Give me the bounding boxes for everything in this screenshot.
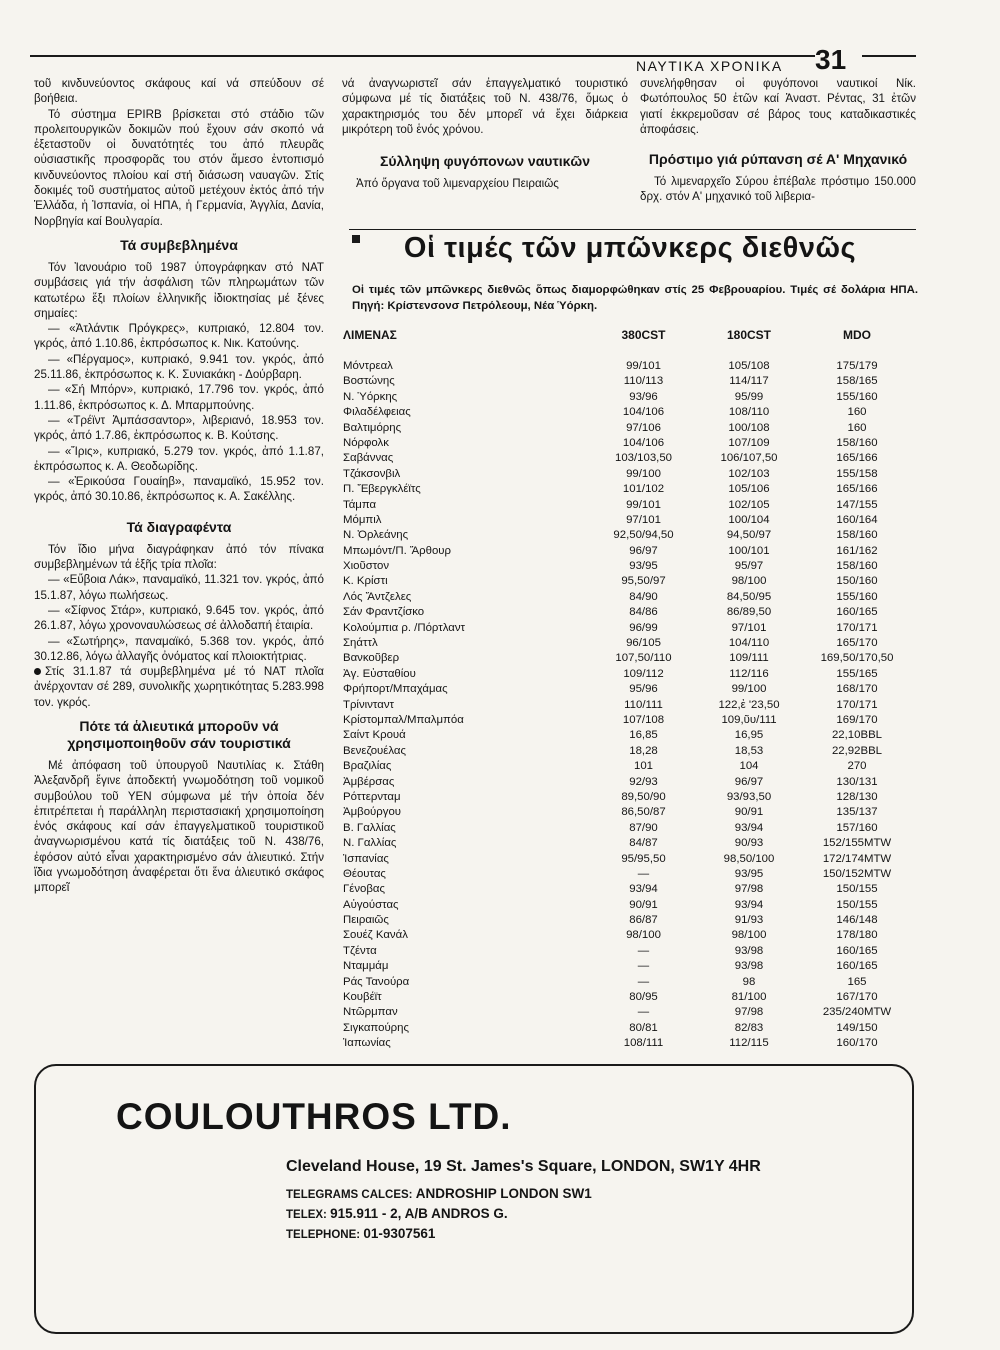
column-header-port: ΛΙΜΕΝΑΣ <box>343 328 397 342</box>
table-row <box>340 359 920 374</box>
port-name: Φιλαδέλφειας <box>343 406 411 419</box>
telex-label: TELEX: <box>286 1209 327 1221</box>
price-mdo: 168/170 <box>836 683 878 696</box>
price-380cst: 109/112 <box>623 667 664 680</box>
table-row <box>340 421 920 436</box>
port-name: Ν. Ὀρλεάνης <box>343 529 409 542</box>
port-name: Βενεζουέλας <box>343 744 406 757</box>
price-180cst: 97/101 <box>731 621 767 634</box>
price-380cst: 96/105 <box>626 637 661 650</box>
price-180cst: 84,50/95 <box>726 590 772 603</box>
price-380cst: 97/106 <box>626 421 661 434</box>
port-name: Φρήπορτ/Μπαχάμας <box>343 683 448 696</box>
port-name: Τζάκσονβιλ <box>343 467 401 480</box>
price-380cst: — <box>637 944 650 957</box>
table-row <box>340 790 920 805</box>
article-paragraph: Τό σύστημα EPIRB βρίσκεται στό στάδιο τῶν προλειτουργικῶν δοκιμῶν πού ἔχουν σάν σκοπό νά ἐξεταστοῦν οἱ δυνατότητές του ἀπό πλευρᾶς οὐσιαστικῆς προσφορᾶς του στόν ἄμεσο ἐντοπισμό κινδυνεύοντος πλοίου καί στή διάσωση ναυαγῶν. Στίς δοκιμές τοῦ συστήματος αὐτοῦ μετέχουν ἐκτός ἀπό τήν Ἑλλάδα, ἡ Ἰσπανία, οἱ ΗΠΑ, ἡ Γερμανία, Ἀγγλία, Δανία, Νορβηγία καί Βουλγαρία. <box>34 107 324 228</box>
table-row <box>340 852 920 867</box>
article-paragraph: — «Πέργαμος», κυπριακό, 9.941 τον. γκρός, ἀπό 25.11.86, ἐκπρόσωπος κ. Κ. Συνιακάκη - Δούρβαρη. <box>34 352 324 382</box>
table-row <box>340 651 920 666</box>
table-row <box>340 513 920 528</box>
price-180cst: 102/103 <box>728 467 770 480</box>
price-380cst: — <box>637 867 650 880</box>
price-180cst: 100/101 <box>728 544 770 557</box>
page-number: 31 <box>815 44 847 75</box>
price-180cst: 81/100 <box>731 991 767 1004</box>
price-mdo: 158/160 <box>836 436 878 449</box>
port-name: Σηάττλ <box>343 637 378 650</box>
port-name: Τάμπα <box>343 498 377 511</box>
port-name: Π. Ἔβεργκλέϊτς <box>343 483 421 496</box>
port-name: Κολούμπια ρ. /Πόρτλαντ <box>343 621 466 634</box>
price-mdo: 170/171 <box>836 698 878 711</box>
table-row <box>340 1021 920 1036</box>
price-mdo: 158/160 <box>836 529 878 542</box>
advertisement-box <box>34 1064 914 1334</box>
price-380cst: 99/100 <box>626 467 661 480</box>
article-paragraph: — «Ἴρις», κυπριακό, 5.279 τον. γκρός, ἀπό 1.1.87, ἐκπρόσωπος κ. Α. Θεοδωρίδης. <box>34 444 324 473</box>
price-mdo: 165/170 <box>836 637 878 650</box>
port-name: Τρίνινταντ <box>343 698 395 711</box>
port-name: Βαλτιμόρης <box>343 421 402 434</box>
article-paragraph: Ἀπό ὄργανα τοῦ λιμεναρχείου Πειραιῶς <box>356 177 559 191</box>
price-180cst: 97/98 <box>734 883 764 896</box>
port-name: Σουέζ Κανάλ <box>343 929 408 942</box>
price-mdo: 135/137 <box>836 806 878 819</box>
section-heading: Τά διαγραφέντα <box>126 518 232 535</box>
port-name: Ἁγ. Εὐσταθίου <box>343 667 416 680</box>
price-180cst: 86/89,50 <box>726 606 772 619</box>
table-row <box>340 544 920 559</box>
article-column-2 <box>342 76 628 191</box>
price-mdo: 155/160 <box>836 590 878 603</box>
price-380cst: 99/101 <box>626 498 661 511</box>
price-180cst: 102/105 <box>728 498 770 511</box>
price-mdo: 150/155 <box>836 898 878 911</box>
article-paragraph: νά ἀναγνωριστεῖ σάν ἐπαγγελματικό τουριστικό σύμφωνα μέ τίς διατάξεις τοῦ Ν. 438/76, ὅμως ὁ χαρακτηρισμός του δέν μπορεῖ νά ἔχει διάρκεια μικρότερη τοῦ ἑνός χρόνου. <box>342 77 628 136</box>
price-380cst: 95/95,50 <box>621 852 666 865</box>
port-name: Ἀμβούργου <box>343 806 402 819</box>
article-paragraph: — «Τρέϊντ Ἀμπάσσαντορ», λιβεριανό, 18.953 τον. γκρός, ἀπό 1.7.86, ἐκπρόσωπος κ. Β. Κούτσης. <box>34 413 324 443</box>
price-380cst: 84/86 <box>629 606 658 619</box>
table-row <box>340 867 920 882</box>
port-name: Σιγκαπούρης <box>343 1021 409 1034</box>
port-name: Κουβέϊτ <box>343 991 382 1004</box>
price-mdo: 158/165 <box>836 375 878 388</box>
price-380cst: 90/91 <box>629 898 658 911</box>
price-380cst: 87/90 <box>629 821 658 834</box>
article-paragraph <box>34 664 324 710</box>
price-180cst: 97/98 <box>734 1006 764 1019</box>
price-180cst: 109/111 <box>729 652 769 665</box>
price-mdo: 160/164 <box>836 513 878 526</box>
port-name: Κ. Κρίστι <box>343 575 388 588</box>
port-name: Ντῶρμπαν <box>343 1006 398 1019</box>
advertiser-address: Cleveland House, 19 St. James's Square, LONDON, SW1Y 4HR <box>286 1158 761 1175</box>
table-row <box>340 667 920 682</box>
telex-value: 915.911 - 2, A/B ANDROS G. <box>330 1206 508 1221</box>
price-mdo: 22,92BBL <box>831 744 883 757</box>
bullet-text: Στίς 31.1.87 τά συμβεβλημένα μέ τό ΝΑΤ πλοῖα ἀνέρχονταν σέ 289, συνολικῆς χωρητικότητας 5.283.998 τον. γκρός. <box>34 665 324 709</box>
bunker-price-table <box>340 326 920 1052</box>
price-180cst: 105/108 <box>728 360 770 372</box>
price-mdo: 270 <box>847 760 867 773</box>
price-380cst: 96/97 <box>629 544 658 557</box>
port-name: Πειραιῶς <box>343 914 389 927</box>
price-380cst: 107/108 <box>622 713 665 726</box>
price-380cst: 18,28 <box>629 744 658 757</box>
price-180cst: 16,95 <box>734 729 764 742</box>
price-180cst: 112/116 <box>729 667 769 680</box>
port-name: Θέουτας <box>343 867 386 880</box>
table-row <box>340 882 920 897</box>
price-mdo: 128/130 <box>836 790 878 803</box>
port-name: Σαίντ Κρουά <box>343 729 406 742</box>
article-paragraph: Μέ ἀπόφαση τοῦ ὑπουργοῦ Ναυτιλίας κ. Στάθη Ἀλεξανδρῆ ἔγινε ἀποδεκτή γνωμοδότηση τοῦ νομικοῦ συμβούλου τοῦ ΥΕΝ σύμφωνα μέ τήν ὁποία δέν ἐπιτρέπεται ἡ παράλληλη περιστασιακή χρησιμοποίηση ἑνός σκάφους καί σάν ἐπαγγελματικοῦ τουριστικοῦ ἀναγνωρισμένου κατά τίς διατάξεις τοῦ Ν. 438/76, ἐφόσον αὐτό εἶναι χαρακτηρισμένο σάν ἁλιευτικό. Στήν ἴδια γνωμοδότηση ἀναφέρεται ὅτι ἕνα ἁλιευτικό σκάφος μπορεῖ <box>34 758 324 895</box>
article-paragraph: — «Σωτήρης», παναμαϊκό, 5.368 τον. γκρός, ἀπό 30.12.86, λόγω ἀλλαγῆς ὀνόματος καί πλοιοκτήτριας. <box>34 634 324 663</box>
price-mdo: 175/179 <box>836 360 878 372</box>
port-name: Βανκοῦβερ <box>343 652 400 665</box>
table-row <box>340 528 920 543</box>
table-row <box>340 805 920 820</box>
price-180cst: 18,53 <box>734 744 764 757</box>
telegrams-line <box>286 1186 592 1201</box>
price-180cst: 98,50/100 <box>723 852 775 865</box>
article-paragraph: — «Ἀτλάντικ Πρόγκρες», κυπριακό, 12.804 τον. γκρός, ἀπό 1.10.86, ἐκπρόσωπος κ. Νικ. Κατούνης. <box>34 322 324 351</box>
price-380cst: 16,85 <box>629 729 658 742</box>
table-row <box>340 898 920 913</box>
price-mdo: 235/240MTW <box>822 1006 892 1019</box>
magazine-title: ΝΑΥΤΙΚΑ ΧΡΟΝΙΚΑ <box>636 58 783 74</box>
price-180cst: 106/107,50 <box>720 452 778 465</box>
article-paragraph: Τόν ἴδιο μήνα διαγράφηκαν ἀπό τόν πίνακα συμβεβλημένων τά ἑξῆς τρία πλοῖα: <box>34 542 324 572</box>
port-name: Μπωμόντ/Π. Ἄρθουρ <box>343 544 452 557</box>
port-name: Ρόττερνταμ <box>343 790 401 803</box>
port-name: Σάν Φραντζίσκο <box>343 606 425 619</box>
port-name: Ἰσπανίας <box>343 852 389 865</box>
port-name: Νταμμάμ <box>343 960 389 973</box>
article-paragraph: συνελήφθησαν οἱ φυγόπονοι ναυτικοί Νίκ. Φωτόπουλος 50 ἐτῶν καί Ἀναστ. Ρέντας, 31 ἐτῶν γιατί ἐκκρεμοῦσαν σέ βάρος τους καταδικαστικές ἀποφάσεις. <box>640 77 916 136</box>
price-180cst: 93/94 <box>734 898 764 911</box>
price-380cst: 95,50/97 <box>621 575 666 588</box>
table-row <box>340 759 920 774</box>
table-row <box>340 451 920 466</box>
price-mdo: 169/170 <box>836 713 878 726</box>
port-name: Β. Γαλλίας <box>343 821 396 834</box>
price-mdo: 146/148 <box>836 914 878 927</box>
price-380cst: 80/81 <box>629 1021 658 1034</box>
price-mdo: 147/155 <box>836 498 878 511</box>
price-mdo: 160 <box>847 406 867 419</box>
section-heading: Τά συμβεβλημένα <box>120 236 238 253</box>
price-180cst: 93/94 <box>734 821 764 834</box>
header-rule-right <box>862 55 916 57</box>
bunker-table-title: Οἱ τιμές τῶν μπῶνκερς διεθνῶς <box>403 232 857 264</box>
price-mdo: 155/158 <box>836 467 878 480</box>
telephone-label: TELEPHONE: <box>286 1229 361 1241</box>
bullet-icon <box>34 668 41 675</box>
table-row <box>340 436 920 451</box>
price-380cst: 101 <box>633 760 653 773</box>
port-name: Ράς Τανούρα <box>343 975 410 988</box>
price-180cst: 82/83 <box>734 1021 764 1034</box>
price-180cst: 100/108 <box>728 421 770 434</box>
column-header-380cst: 380CST <box>621 328 666 342</box>
price-180cst: 114/117 <box>729 375 769 388</box>
telegrams-value: ANDROSHIP LONDON SW1 <box>415 1186 592 1201</box>
table-row <box>340 482 920 497</box>
price-180cst: 93/98 <box>734 944 764 957</box>
price-180cst: 104/110 <box>728 637 770 650</box>
table-row <box>340 836 920 851</box>
telephone-line <box>286 1226 435 1241</box>
price-mdo: 167/170 <box>836 991 878 1004</box>
price-mdo: 178/180 <box>836 929 878 942</box>
price-380cst: 101/102 <box>622 483 665 496</box>
table-row <box>340 913 920 928</box>
price-380cst: 89,50/90 <box>621 790 666 803</box>
price-mdo: 169,50/170,50 <box>820 652 894 665</box>
price-mdo: 155/165 <box>836 667 878 680</box>
article-paragraph: — «Σή Μπόρν», κυπριακό, 17.796 τον. γκρός, ἀπό 1.11.86, ἐκπρόσωπος κ. Δ. Μπαρμπούνης. <box>34 383 324 412</box>
table-row <box>340 821 920 836</box>
article-paragraph: τοῦ κινδυνεύοντος σκάφους καί νά σπεύδουν σέ βοήθεια. <box>34 77 324 106</box>
price-380cst: 86,50/87 <box>621 806 666 819</box>
table-row <box>340 990 920 1005</box>
price-180cst: 104 <box>739 760 759 773</box>
price-180cst: 112/115 <box>729 1037 769 1050</box>
table-header-row <box>340 326 920 354</box>
price-380cst: 93/94 <box>629 883 658 896</box>
price-380cst: 103/103,50 <box>614 452 672 465</box>
table-row <box>340 605 920 620</box>
port-name: Μόμπιλ <box>343 513 382 526</box>
price-180cst: 90/93 <box>734 837 764 850</box>
price-180cst: 93/98 <box>734 960 764 973</box>
price-mdo: 165 <box>847 975 867 988</box>
price-mdo: 152/155MTW <box>822 837 892 850</box>
port-name: Βοστώνης <box>343 375 395 388</box>
price-180cst: 109,ῦυ/111 <box>721 713 777 726</box>
table-row <box>340 405 920 420</box>
price-mdo: 22,10BBL <box>831 729 883 742</box>
table-row <box>340 682 920 697</box>
price-180cst: 95/99 <box>734 390 764 403</box>
table-row <box>340 590 920 605</box>
price-180cst: 108/110 <box>728 406 770 419</box>
price-380cst: — <box>637 975 650 988</box>
price-mdo: 157/160 <box>836 821 878 834</box>
table-row <box>340 744 920 759</box>
price-mdo: 160/165 <box>836 944 878 957</box>
column-header-mdo: MDO <box>843 328 871 342</box>
article-paragraph: — «Εὔβοια Λάκ», παναμαϊκό, 11.321 τον. γκρός, ἀπό 15.1.87, λόγω πωλήσεως. <box>34 573 324 602</box>
price-mdo: 160 <box>847 421 867 434</box>
price-180cst: 100/104 <box>728 513 770 526</box>
table-row <box>340 559 920 574</box>
price-mdo: 130/131 <box>836 775 878 788</box>
section-heading: Πρόστιμο γιά ρύπανση σέ Α' Μηχανικό <box>648 151 908 168</box>
price-mdo: 161/162 <box>836 544 878 557</box>
table-row <box>340 713 920 728</box>
price-180cst: 93/93,50 <box>726 790 772 803</box>
table-row <box>340 698 920 713</box>
article-paragraph: Τόν Ἰανουάριο τοῦ 1987 ὑπογράφηκαν στό ΝΑΤ συμβάσεις γιά τήν ἀσφάλιση τῶν πληρωμάτων τῶν κατωτέρω ἕξι πλοίων ἑλληνικῆς ἰδιοκτησίας μέ ξένες σημαίες: <box>34 260 324 320</box>
port-name: Αὐγούστας <box>343 898 399 911</box>
port-name: Χιοῦστον <box>343 560 390 573</box>
port-name: Ἰαπωνίας <box>343 1037 391 1050</box>
price-mdo: 150/160 <box>836 575 878 588</box>
table-row <box>340 975 920 990</box>
price-180cst: 99/100 <box>731 683 767 696</box>
telegrams-label: TELEGRAMS CALCES: <box>286 1189 413 1201</box>
price-380cst: 110/111 <box>624 698 663 711</box>
article-paragraph: — «Ἐρικούσα Γουαίηβ», παναμαϊκό, 15.952 τον. γκρός, ἀπό 30.10.86, ἐκπρόσωπος κ. Α. Σακέλλης. <box>34 475 324 504</box>
price-380cst: — <box>637 960 650 973</box>
port-name: Μόντρεαλ <box>343 360 393 372</box>
price-180cst: 98 <box>742 975 756 988</box>
price-mdo: 150/152MTW <box>822 867 892 880</box>
table-row <box>340 1036 920 1051</box>
price-mdo: 158/160 <box>836 560 878 573</box>
port-name: Γένοβας <box>343 883 386 896</box>
price-380cst: 108/111 <box>623 1037 664 1050</box>
port-name: Νόρφολκ <box>343 436 389 449</box>
price-mdo: 165/166 <box>836 452 878 465</box>
price-mdo: 155/160 <box>836 390 878 403</box>
price-180cst: 96/97 <box>734 775 764 788</box>
price-180cst: 95/97 <box>734 560 764 573</box>
table-row <box>340 959 920 974</box>
table-section-rule <box>349 229 916 230</box>
article-column-3 <box>640 76 916 205</box>
telex-line <box>286 1206 508 1221</box>
price-380cst: 84/87 <box>629 837 658 850</box>
price-380cst: 107,50/110 <box>615 652 672 665</box>
table-row <box>340 621 920 636</box>
table-row <box>340 574 920 589</box>
price-mdo: 149/150 <box>836 1021 878 1034</box>
price-380cst: 97/101 <box>626 513 661 526</box>
price-mdo: 165/166 <box>836 483 878 496</box>
price-180cst: 105/106 <box>728 483 770 496</box>
port-name: Σαβάννας <box>343 452 394 465</box>
port-name: Ἀμβέρσας <box>343 775 395 788</box>
port-name: Ν. Γαλλίας <box>343 837 397 850</box>
price-mdo: 172/174MTW <box>822 852 892 865</box>
table-row <box>340 944 920 959</box>
price-180cst: 90/91 <box>734 806 764 819</box>
table-row <box>340 498 920 513</box>
article-paragraph: Τό λιμεναρχεῖο Σύρου ἐπέβαλε πρόστιμο 150.000 δρχ. στόν Α' μηχανικό τοῦ λιβερια- <box>640 175 916 204</box>
table-row <box>340 1005 920 1020</box>
price-380cst: 92/93 <box>629 775 658 788</box>
port-name: Ν. Ὑόρκης <box>343 390 398 403</box>
table-row <box>340 467 920 482</box>
price-380cst: — <box>637 1006 650 1019</box>
price-380cst: 110/113 <box>623 375 664 388</box>
article-column-1 <box>34 76 324 896</box>
price-380cst: 93/96 <box>629 390 658 403</box>
price-380cst: 84/90 <box>629 590 658 603</box>
price-380cst: 98/100 <box>626 929 661 942</box>
price-380cst: 86/87 <box>629 914 658 927</box>
price-mdo: 170/171 <box>836 621 878 634</box>
table-row <box>340 728 920 743</box>
price-180cst: 93/95 <box>734 867 764 880</box>
table-row <box>340 636 920 651</box>
price-mdo: 150/155 <box>836 883 878 896</box>
port-name: Βραζιλίας <box>343 760 392 773</box>
price-380cst: 104/106 <box>622 436 665 449</box>
bunker-table-intro: Οἱ τιμές τῶν μπῶνκερς διεθνῶς ὅπως διαμορφώθηκαν στίς 25 Φεβρουαρίου. Τιμές σέ δολάρια ΗΠΑ. Πηγή: Κρίστενσονσ Πετρόλεουμ, Νέα Ὑόρκη. <box>352 284 918 312</box>
section-heading: Πότε τά ἁλιευτικά μποροῦν νά χρησιμοποιηθοῦν σάν τουριστικά <box>67 717 291 751</box>
article-paragraph: — «Σίφνος Στάρ», κυπριακό, 9.645 τον. γκρός, ἀπό 26.1.87, λόγω χρονοναυλώσεως σέ ἀλλοδαπή ἑταιρία. <box>34 603 324 633</box>
price-180cst: 94,50/97 <box>726 529 772 542</box>
table-row <box>340 775 920 790</box>
price-380cst: 96/99 <box>629 621 658 634</box>
port-name: Λός Ἄντζελες <box>343 590 412 603</box>
price-380cst: 95/96 <box>629 683 658 696</box>
price-180cst: 107/109 <box>728 436 770 449</box>
table-row <box>340 374 920 389</box>
price-380cst: 104/106 <box>622 406 665 419</box>
price-180cst: 122,ἐ '23,50 <box>718 698 780 711</box>
telephone-value: 01-9307561 <box>363 1226 436 1241</box>
advertiser-name: COULOUTHROS LTD. <box>116 1096 512 1137</box>
price-180cst: 98/100 <box>731 929 767 942</box>
price-380cst: 92,50/94,50 <box>613 529 674 542</box>
price-mdo: 160/165 <box>836 960 878 973</box>
section-heading: Σύλληψη φυγόπονων ναυτικῶν <box>379 153 591 170</box>
column-header-180cst: 180CST <box>726 328 772 342</box>
price-180cst: 91/93 <box>734 914 764 927</box>
price-mdo: 160/170 <box>836 1037 878 1050</box>
price-380cst: 80/95 <box>629 991 658 1004</box>
price-380cst: 99/101 <box>626 360 661 372</box>
port-name: Τζέντα <box>343 944 377 957</box>
header-rule-left <box>30 55 815 57</box>
price-mdo: 160/165 <box>836 606 878 619</box>
port-name: Κρίστομπαλ/Μπαλμπόα <box>343 713 464 726</box>
table-row <box>340 928 920 943</box>
table-row <box>340 390 920 405</box>
price-380cst: 93/95 <box>629 560 658 573</box>
price-180cst: 98/100 <box>731 575 767 588</box>
